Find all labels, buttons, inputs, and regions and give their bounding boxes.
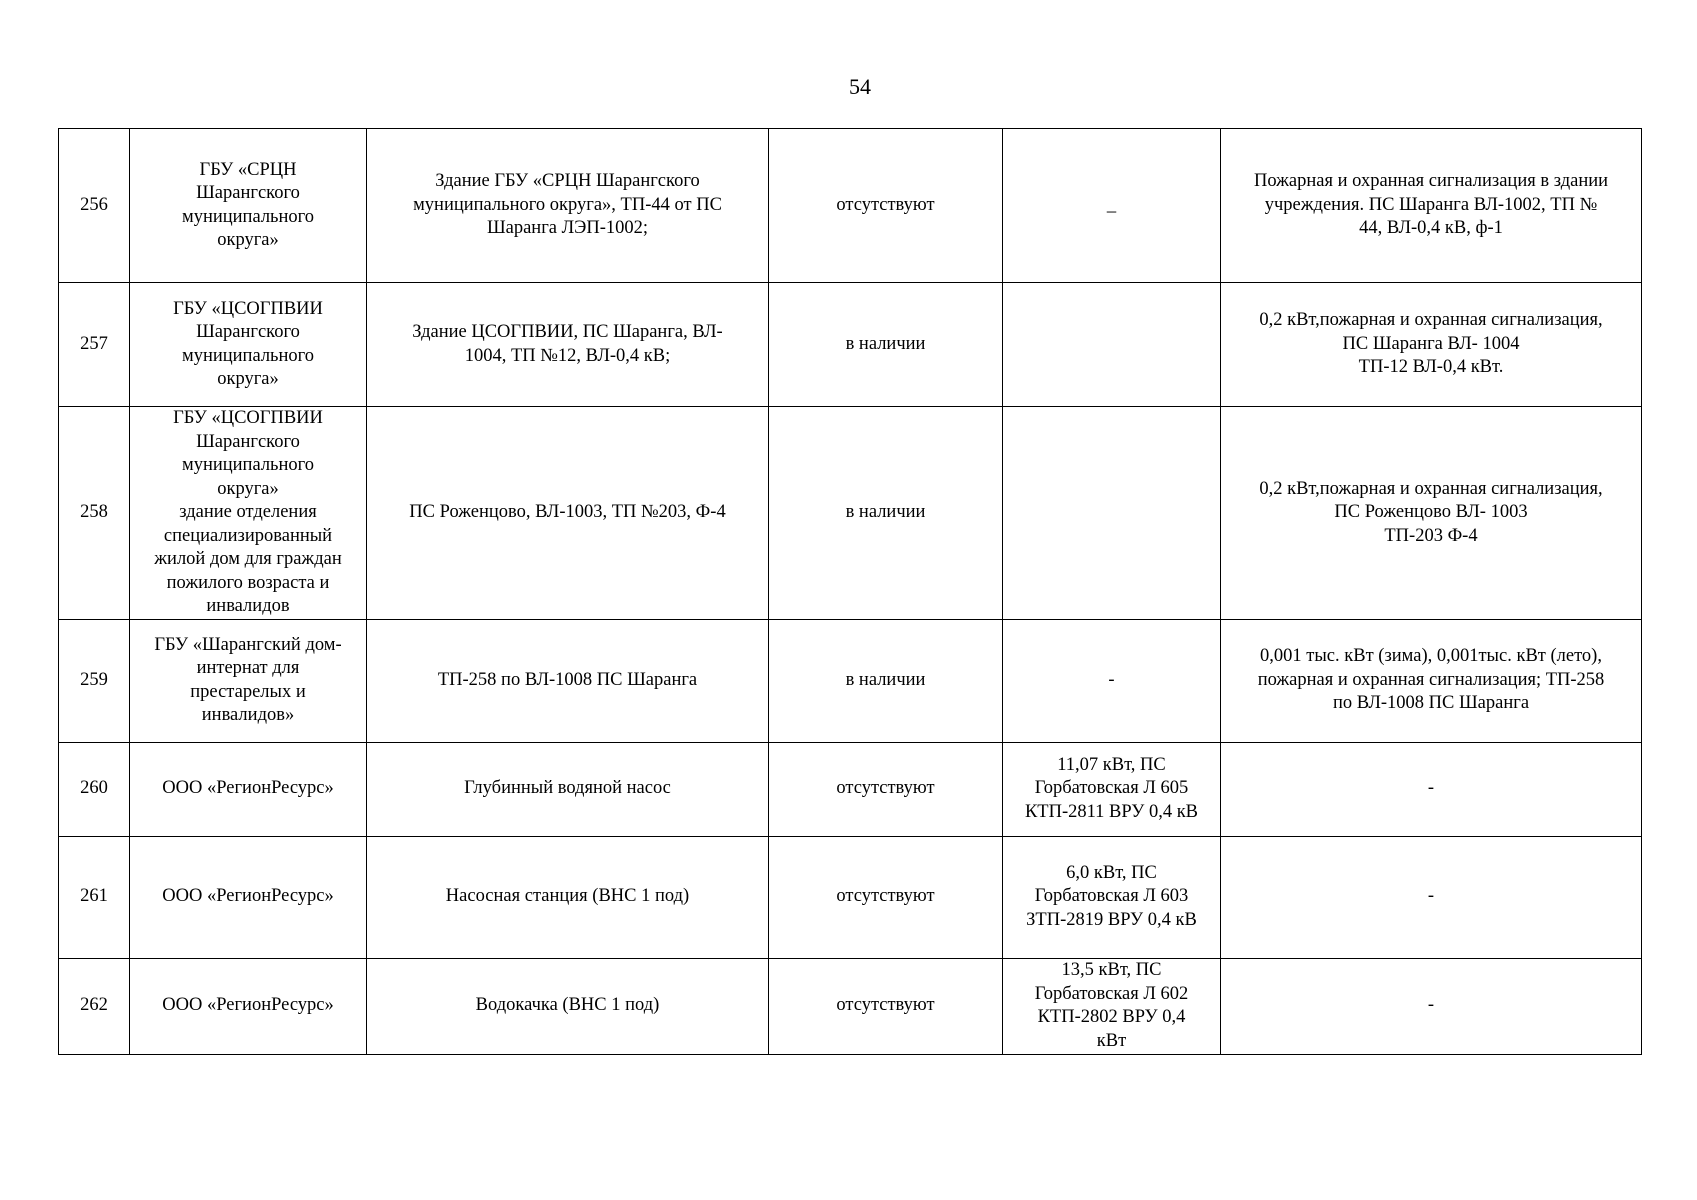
- power-cell: [1003, 407, 1221, 620]
- power-cell: _: [1003, 129, 1221, 283]
- power-cell: -: [1003, 619, 1221, 742]
- object-cell: ТП-258 по ВЛ-1008 ПС Шаранга: [367, 619, 769, 742]
- object-cell: Насосная станция (ВНС 1 под): [367, 836, 769, 958]
- organization-cell: ГБУ «Шарангский дом- интернат для престарелых и инвалидов»: [130, 619, 367, 742]
- row-number-cell: 259: [59, 619, 130, 742]
- organization-cell: ООО «РегионРесурс»: [130, 958, 367, 1054]
- organization-cell: ГБУ «ЦСОГПВИИ Шарангского муниципального округа» здание отделения специализированный жилой дом для граждан пожилого возраста и инвалидов: [130, 407, 367, 620]
- row-number-cell: 257: [59, 283, 130, 407]
- notes-cell: -: [1221, 742, 1642, 836]
- notes-cell: 0,2 кВт,пожарная и охранная сигнализация, ПС Роженцово ВЛ- 1003 ТП-203 Ф-4: [1221, 407, 1642, 620]
- row-number-cell: 260: [59, 742, 130, 836]
- table-row: [59, 742, 1642, 836]
- table-row: [59, 619, 1642, 742]
- object-cell: Глубинный водяной насос: [367, 742, 769, 836]
- row-number-cell: 256: [59, 129, 130, 283]
- object-cell: Здание ЦСОГПВИИ, ПС Шаранга, ВЛ- 1004, ТП №12, ВЛ-0,4 кВ;: [367, 283, 769, 407]
- organization-cell: ООО «РегионРесурс»: [130, 742, 367, 836]
- object-cell: Здание ГБУ «СРЦН Шарангского муниципального округа», ТП-44 от ПС Шаранга ЛЭП-1002;: [367, 129, 769, 283]
- row-number-cell: 262: [59, 958, 130, 1054]
- reserve-cell: отсутствуют: [769, 958, 1003, 1054]
- page-number: 54: [849, 74, 871, 99]
- table-row: [59, 129, 1642, 283]
- organization-cell: ГБУ «ЦСОГПВИИ Шарангского муниципального округа»: [130, 283, 367, 407]
- reserve-cell: в наличии: [769, 283, 1003, 407]
- reserve-cell: в наличии: [769, 619, 1003, 742]
- object-cell: Водокачка (ВНС 1 под): [367, 958, 769, 1054]
- object-cell: ПС Роженцово, ВЛ-1003, ТП №203, Ф-4: [367, 407, 769, 620]
- row-number-cell: 261: [59, 836, 130, 958]
- notes-cell: 0,001 тыс. кВт (зима), 0,001тыс. кВт (лето), пожарная и охранная сигнализация; ТП-258 по ВЛ-1008 ПС Шаранга: [1221, 619, 1642, 742]
- notes-cell: 0,2 кВт,пожарная и охранная сигнализация, ПС Шаранга ВЛ- 1004 ТП-12 ВЛ-0,4 кВт.: [1221, 283, 1642, 407]
- reserve-cell: отсутствуют: [769, 129, 1003, 283]
- table-row: [59, 407, 1642, 620]
- organization-cell: ГБУ «СРЦН Шарангского муниципального округа»: [130, 129, 367, 283]
- table-row: [59, 836, 1642, 958]
- notes-cell: -: [1221, 958, 1642, 1054]
- organization-cell: ООО «РегионРесурс»: [130, 836, 367, 958]
- power-cell: 6,0 кВт, ПС Горбатовская Л 603 ЗТП-2819 ВРУ 0,4 кВ: [1003, 836, 1221, 958]
- notes-cell: -: [1221, 836, 1642, 958]
- row-number-cell: 258: [59, 407, 130, 620]
- table-row: [59, 958, 1642, 1054]
- reserve-cell: отсутствуют: [769, 742, 1003, 836]
- notes-cell: Пожарная и охранная сигнализация в здании учреждения. ПС Шаранга ВЛ-1002, ТП № 44, ВЛ-0,4 кВ, ф-1: [1221, 129, 1642, 283]
- reserve-cell: в наличии: [769, 407, 1003, 620]
- table-row: [59, 283, 1642, 407]
- power-cell: 13,5 кВт, ПС Горбатовская Л 602 КТП-2802 ВРУ 0,4 кВт: [1003, 958, 1221, 1054]
- facilities-table: [58, 128, 1642, 1055]
- power-cell: [1003, 283, 1221, 407]
- reserve-cell: отсутствуют: [769, 836, 1003, 958]
- power-cell: 11,07 кВт, ПС Горбатовская Л 605 КТП-2811 ВРУ 0,4 кВ: [1003, 742, 1221, 836]
